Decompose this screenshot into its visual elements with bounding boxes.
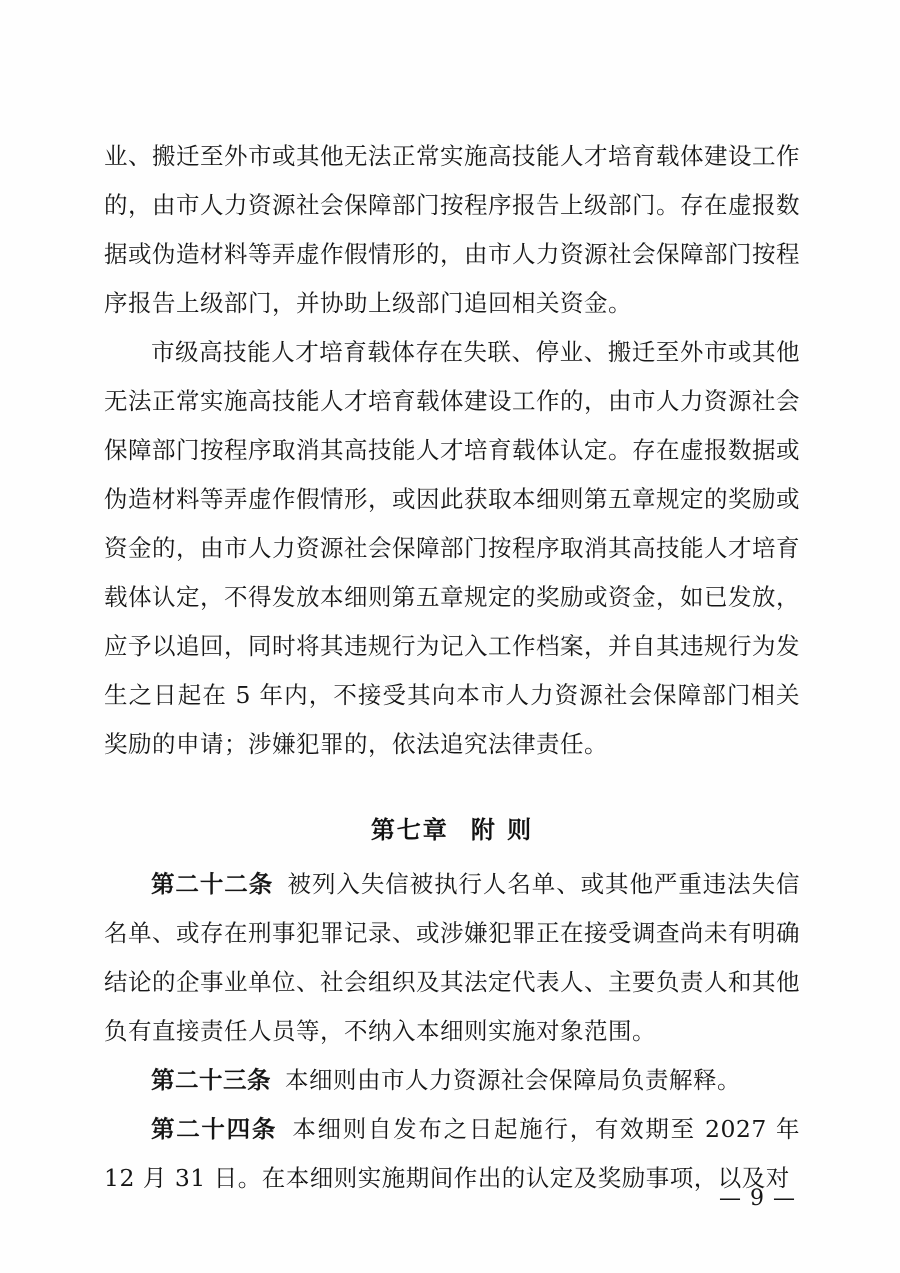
paragraph-continued: 业、搬迁至外市或其他无法正常实施高技能人才培育载体建设工作的，由市人力资源社会保障部门按程序报告上级部门。存在虚报数据或伪造材料等弄虚作假情形的，由市人力资源社会保障部门按程序报告上级部门，并协助上级部门追回相关资金。 (104, 142, 800, 317)
chapter-title-text: 附 则 (470, 815, 534, 844)
chapter-heading (104, 769, 800, 860)
article-24 (104, 1105, 800, 1203)
article-24-text: 本细则自发布之日起施行，有效期至 2027 年 12 月 31 日。在本细则实施期间作出的认定及奖励事项，以及对 (104, 1115, 800, 1192)
document-body (104, 132, 800, 1203)
article-24-label: 第二十四条 (151, 1115, 278, 1143)
article-23-label: 第二十三条 (151, 1066, 271, 1094)
article-22 (104, 860, 800, 1056)
page-number: — 9 — (719, 1186, 796, 1211)
article-22-text: 被列入失信被执行人名单、或其他严重违法失信名单、或存在刑事犯罪记录、或涉嫌犯罪正在接受调查尚未有明确结论的企事业单位、社会组织及其法定代表人、主要负责人和其他负有直接责任人员等，不纳入本细则实施对象范围。 (104, 870, 801, 1045)
paragraph-municipal-carrier: 市级高技能人才培育载体存在失联、停业、搬迁至外市或其他无法正常实施高技能人才培育载体建设工作的，由市人力资源社会保障部门按程序取消其高技能人才培育载体认定。存在虚报数据或伪造材料等弄虚作假情形，或因此获取本细则第五章规定的奖励或资金的，由市人力资源社会保障部门按程序取消其高技能人才培育载体认定，不得发放本细则第五章规定的奖励或资金，如已发放，应予以追回，同时将其违规行为记入工作档案，并自其违规行为发生之日起在 5 年内，不接受其向本市人力资源社会保障部门相关奖励的申请；涉嫌犯罪的，依法追究法律责任。 (104, 338, 800, 758)
article-22-label: 第二十二条 (151, 870, 274, 898)
article-23-text: 本细则由市人力资源社会保障局负责解释。 (285, 1066, 741, 1094)
chapter-number: 第七章 (370, 815, 449, 844)
article-23 (104, 1056, 800, 1105)
